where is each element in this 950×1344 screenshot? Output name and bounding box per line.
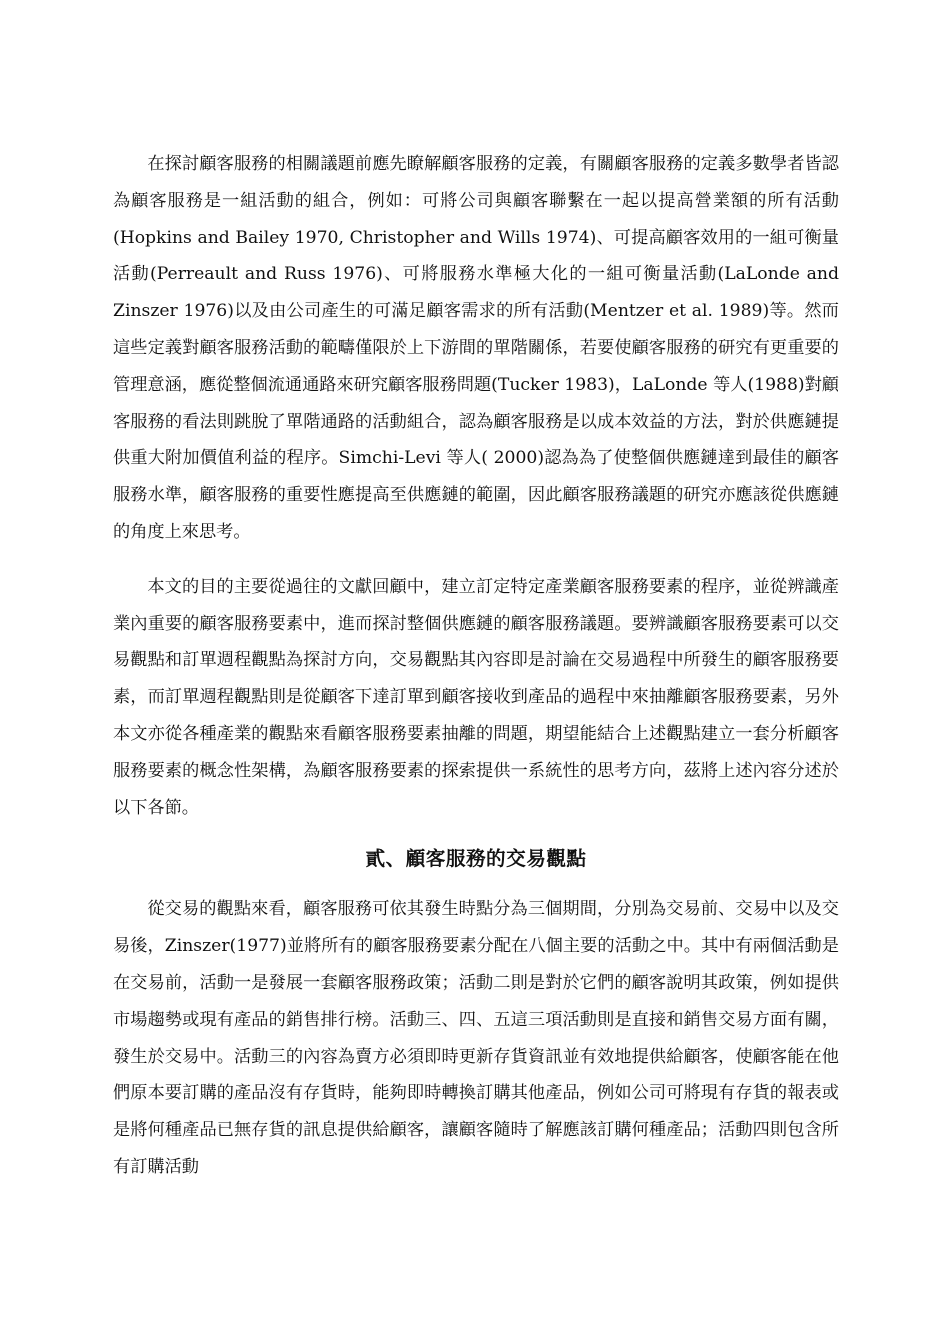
body-paragraph-1: 在探討顧客服務的相關議題前應先瞭解顧客服務的定義，有關顧客服務的定義多數學者皆認為顧客服務是一組活動的組合，例如：可將公司與顧客聯繫在一起以提高營業額的所有活動(Hopkins and Bailey 1970, Christopher and Wills 1974)、可提高顧客效用的一組可衡量活動(Perreault and Russ 1976)、可將服務水準極大化的一組可衡量活動(LaLonde and Zinszer 1976)以及由公司產生的可滿足顧客需求的所有活動(Mentzer et al. 1989)等。然而這些定義對顧客服務活動的範疇僅限於上下游間的單階關係，若要使顧客服務的研究有更重要的管理意涵，應從整個流通通路來研究顧客服務問題(Tucker 1983)，LaLonde 等人(1988)對顧客服務的看法則跳脫了單階通路的活動組合，認為顧客服務是以成本效益的方法，對於供應鏈提供重大附加價值利益的程序。Simchi-Levi 等人( 2000)認為為了使整個供應鏈達到最佳的顧客服務水準，顧客服務的重要性應提高至供應鏈的範圍，因此顧客服務議題的研究亦應該從供應鏈的角度上來思考。	[113, 154, 839, 542]
section-paragraph: 從交易的觀點來看，顧客服務可依其發生時點分為三個期間，分別為交易前、交易中以及交易後，Zinszer(1977)並將所有的顧客服務要素分配在八個主要的活動之中。其中有兩個活動是在交易前，活動一是發展一套顧客服務政策；活動二則是對於它們的顧客說明其政策，例如提供市場趨勢或現有產品的銷售排行榜。活動三、四、五這三項活動則是直接和銷售交易方面有關，發生於交易中。活動三的內容為賣方必須即時更新存貨資訊並有效地提供給顧客，使顧客能在他們原本要訂購的產品沒有存貨時，能夠即時轉換訂購其他產品，例如公司可將現有存貨的報表或是將何種產品已無存貨的訊息提供給顧客，讓顧客隨時了解應該訂購何種產品；活動四則包含所有訂購活動	[113, 899, 839, 1177]
document-body	[113, 146, 839, 1186]
body-paragraph-2: 本文的目的主要從過往的文獻回顧中，建立訂定特定產業顧客服務要素的程序，並從辨識產業內重要的顧客服務要素中，進而探討整個供應鏈的顧客服務議題。要辨識顧客服務要素可以交易觀點和訂單週程觀點為探討方向，交易觀點其內容即是討論在交易過程中所發生的顧客服務要素，而訂單週程觀點則是從顧客下達訂單到顧客接收到產品的過程中來抽離顧客服務要素，另外本文亦從各種產業的觀點來看顧客服務要素抽離的問題，期望能結合上述觀點建立一套分析顧客服務要素的概念性架構，為顧客服務要素的探索提供一系統性的思考方向，茲將上述內容分述於以下各節。	[113, 576, 839, 818]
section-heading: 貳、顧客服務的交易觀點	[365, 847, 587, 871]
